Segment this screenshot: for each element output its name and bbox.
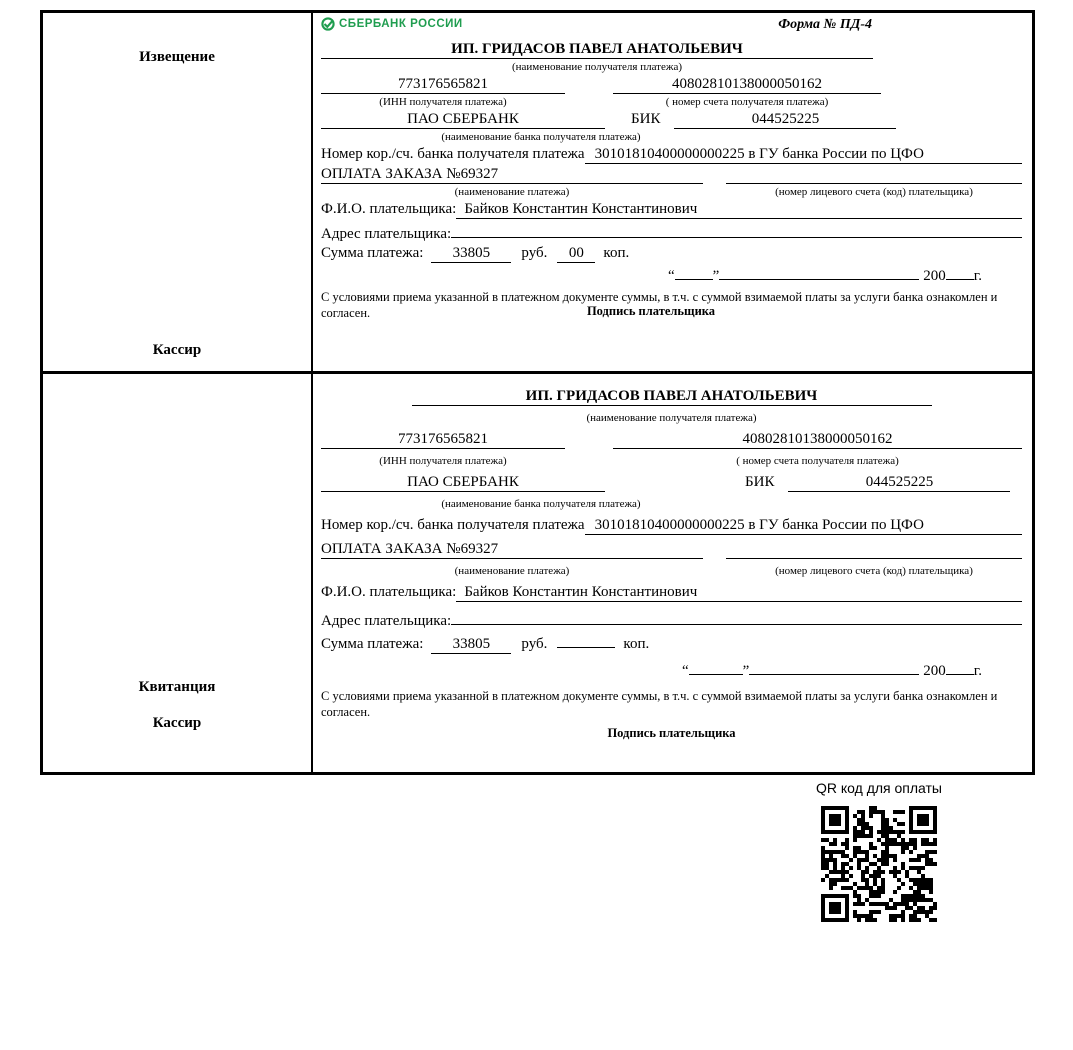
rub-label: руб. [521, 245, 548, 261]
account-value: 40802810138000050162 [613, 76, 881, 94]
corr-account-label: Номер кор./сч. банка получателя платежа [321, 146, 585, 162]
notice-title: Извещение [139, 49, 215, 65]
payment-purpose: ОПЛАТА ЗАКАЗА №69327 [321, 541, 703, 559]
year-prefix: 200 [923, 663, 946, 679]
receipt-stub [43, 374, 313, 772]
payer-address-line [451, 221, 1022, 238]
corr-account-value: 30101810400000000225 в ГУ банка России по ЦФО [585, 146, 1022, 164]
form-number: Форма № ПД-4 [778, 17, 872, 32]
receipt-cashier-label: Кассир [152, 715, 202, 731]
receipt-section [43, 374, 1032, 772]
qr-code [821, 806, 937, 922]
date-line [321, 660, 982, 682]
amount-kop-value: 00 [557, 245, 595, 263]
payer-name-value: Байков Константин Константинович [456, 201, 1022, 219]
payment-purpose: ОПЛАТА ЗАКАЗА №69327 [321, 166, 703, 184]
inn-caption: (ИНН получателя платежа) [379, 455, 507, 467]
bik-value: 044525225 [674, 111, 896, 129]
notice-stub [43, 13, 313, 371]
corr-account-label: Номер кор./сч. банка получателя платежа [321, 517, 585, 533]
receipt-title: Квитанция [138, 679, 216, 695]
payer-address-label: Адрес плательщика: [321, 226, 452, 242]
payee-name: ИП. ГРИДАСОВ ПАВЕЛ АНАТОЛЬЕВИЧ [412, 388, 932, 406]
agreement-text: С условиями приема указанной в платежном документе суммы, в т.ч. с суммой взимаемой платы за услуги банка ознакомлен и согласен. [321, 290, 998, 320]
purpose-caption: (наименование платежа) [454, 186, 570, 198]
sberbank-emblem-icon [321, 17, 335, 31]
sberbank-logo [321, 17, 463, 31]
personal-account-caption: (номер лицевого счета (код) плательщика) [775, 186, 973, 198]
qr-caption: QR код для оплаты [815, 780, 942, 796]
payee-caption: (наименование получателя платежа) [586, 412, 757, 424]
account-value: 40802810138000050162 [613, 431, 1022, 449]
year-suffix: г. [973, 268, 982, 284]
notice-section [43, 13, 1032, 374]
kop-label: коп. [603, 245, 630, 261]
corr-account-value: 30101810400000000225 в ГУ банка России по ЦФО [585, 517, 1022, 535]
amount-rub-value: 33805 [431, 636, 511, 654]
amount-label: Сумма платежа: [321, 636, 424, 652]
inn-value: 773176565821 [321, 431, 565, 449]
amount-label: Сумма платежа: [321, 245, 424, 261]
agreement-text: С условиями приема указанной в платежном документе суммы, в т.ч. с суммой взимаемой платы за услуги банка ознакомлен и согласен. [321, 689, 998, 719]
personal-account-caption: (номер лицевого счета (код) плательщика) [775, 565, 973, 577]
quote-close: ” [742, 663, 750, 679]
qr-block [788, 780, 970, 927]
bank-name: ПАО СБЕРБАНК [321, 111, 605, 129]
account-caption: ( номер счета получателя платежа) [736, 455, 899, 467]
account-caption: ( номер счета получателя платежа) [665, 96, 829, 108]
rub-label: руб. [521, 636, 548, 652]
payer-name-label: Ф.И.О. плательщика: [321, 201, 457, 217]
purpose-caption: (наименование платежа) [454, 565, 570, 577]
inn-value: 773176565821 [321, 76, 565, 94]
receipt-body [313, 374, 1032, 772]
payer-name-label: Ф.И.О. плательщика: [321, 584, 457, 600]
signature-label: Подпись плательщика [586, 304, 716, 318]
payer-address-line [451, 608, 1022, 625]
payee-name: ИП. ГРИДАСОВ ПАВЕЛ АНАТОЛЬЕВИЧ [321, 41, 873, 59]
bik-label: БИК [745, 474, 775, 490]
bank-caption: (наименование банка получателя платежа) [441, 131, 641, 143]
bank-caption: (наименование банка получателя платежа) [441, 498, 641, 510]
year-suffix: г. [973, 663, 982, 679]
notice-cashier-label: Кассир [152, 342, 202, 358]
amount-kop-value [557, 647, 615, 648]
personal-account-line [726, 543, 1022, 559]
signature-label: Подпись плательщика [607, 726, 736, 740]
personal-account-line [726, 168, 1022, 184]
quote-open: “ [681, 663, 689, 679]
quote-open: “ [667, 268, 675, 284]
notice-body [313, 13, 1032, 371]
bik-value: 044525225 [788, 474, 1010, 492]
payer-address-label: Адрес плательщика: [321, 613, 452, 629]
date-line [321, 265, 982, 287]
sberbank-logo-text: СБЕРБАНК РОССИИ [339, 18, 463, 30]
kop-label: коп. [623, 636, 650, 652]
payer-name-value: Байков Константин Константинович [456, 584, 1022, 602]
quote-close: ” [712, 268, 720, 284]
payee-caption: (наименование получателя платежа) [511, 61, 683, 73]
bik-label: БИК [631, 111, 661, 127]
pd4-payment-form [40, 10, 1035, 775]
notice-header [321, 17, 1022, 39]
inn-caption: (ИНН получателя платежа) [379, 96, 507, 108]
bank-name: ПАО СБЕРБАНК [321, 474, 605, 492]
amount-rub-value: 33805 [431, 245, 511, 263]
year-prefix: 200 [923, 268, 946, 284]
